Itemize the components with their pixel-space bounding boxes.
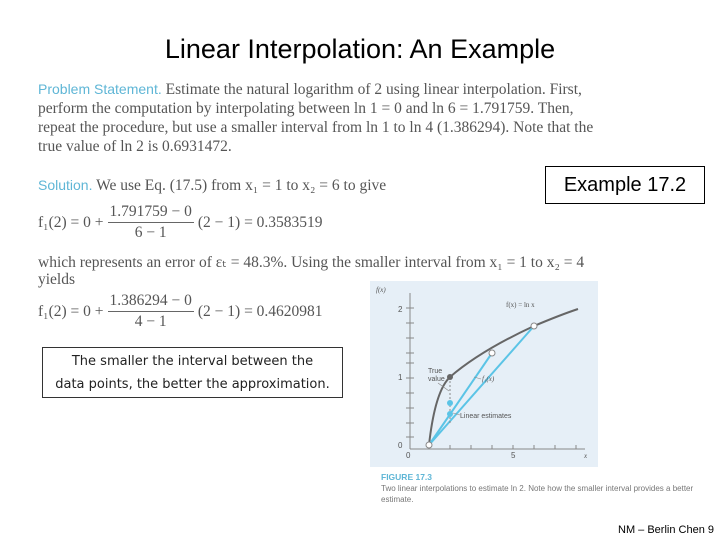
estimate-point-wide [447,411,453,417]
example-label-box [545,166,705,204]
curve-label: f(x) = ln x [506,301,535,309]
figure-plot [370,281,598,467]
x-tick-5: 5 [511,451,516,460]
eq1-fraction [108,203,194,242]
mid-line-1: which represents an error of εₜ = 48.3%. Using the smaller interval from x₁ = 1 to x₂ = 4 [38,254,585,271]
eq1-lhs: f₁(2) = 0 + [38,213,104,231]
note-line-2: data points, the better the approximation. [55,377,330,392]
eq2-denominator: 4 − 1 [134,313,167,330]
problem-line-3: repeat the procedure, but use a smaller interval from ln 1 to ln 4 (1.386294). Note that the [38,119,594,136]
eq1-numerator: 1.791759 − 0 [108,203,194,223]
linear-estimate-wide [429,326,534,445]
true-value-label-1: True [428,368,443,375]
y-tick-1: 1 [398,373,403,382]
problem-label: Problem Statement. [38,81,162,97]
problem-line-4: true value of ln 2 is 0.6931472. [38,138,232,155]
problem-statement [38,80,638,156]
true-value-label-2: value [428,376,445,383]
estimate-point-narrow [447,400,453,406]
solution-label: Solution. [38,177,93,193]
figure-caption-text: Two linear interpolations to estimate ln 2. Note how the smaller interval provides a better estimate. [381,484,694,504]
eq2-fraction [108,292,194,331]
x-tick-marks [429,445,576,449]
eq2-numerator: 1.386294 − 0 [108,292,194,312]
point-x4 [489,350,495,356]
problem-line-1: Estimate the natural logarithm of 2 using linear interpolation. First, [165,81,582,98]
eq1-rhs: (2 − 1) = 0.3583519 [197,213,323,231]
note-line-1: The smaller the interval between the [71,354,314,369]
f1-label: f₁(x) [482,375,495,383]
eq1-denominator: 6 − 1 [134,224,167,241]
note-box [42,347,343,398]
footer: NM – Berlin Chen 9 [618,524,714,536]
solution-line-1: We use Eq. (17.5) from x₁ = 1 to x₂ = 6 to give [96,177,387,194]
y-tick-0: 0 [398,441,403,450]
figure-number: FIGURE 17.3 [381,472,433,482]
figure-17-3 [370,281,598,467]
figure-caption [381,472,716,505]
eq2-lhs: f₁(2) = 0 + [38,302,104,320]
equation-2 [38,292,323,331]
point-x6 [531,323,537,329]
eq2-rhs: (2 − 1) = 0.4620981 [197,302,323,320]
mid-line-2: yields [38,271,76,288]
equation-1 [38,203,323,242]
y-axis-label: f(x) [376,286,386,294]
problem-line-2: perform the computation by interpolating between ln 1 = 0 and ln 6 = 1.791759. Then, [38,100,574,117]
x-axis-label: x [584,452,588,460]
y-tick-2: 2 [398,305,403,314]
x-tick-0: 0 [406,451,411,460]
true-value-point [447,374,453,380]
slide-title: Linear Interpolation: An Example [164,34,556,64]
example-label: Example 17.2 [563,173,687,196]
solution-intro [38,176,538,195]
linear-estimates-label: Linear estimates [460,413,512,420]
point-x1 [426,442,432,448]
